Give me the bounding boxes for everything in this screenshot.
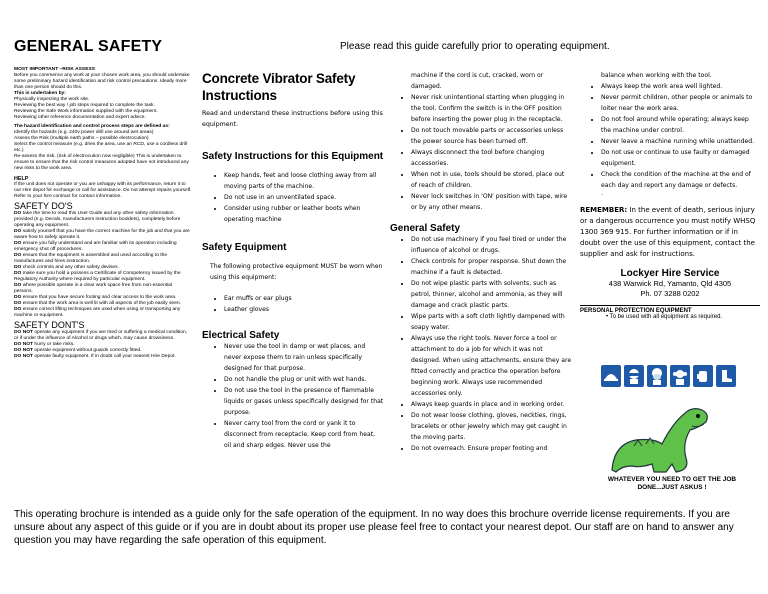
company-name: Lockyer Hire Service (620, 268, 720, 279)
list-item: • Do not overreach. Ensure proper footing and (411, 443, 572, 454)
help-text-2: Refer to your hire contract for contact information. (14, 194, 122, 199)
general-safety-heading: General Safety (390, 223, 461, 234)
list-item: • Do not use or continue to use faulty or damaged equipment. (601, 147, 760, 169)
do-item: DO ensure that the equipment is assembled and used according to the manufactures and hires instruction. (14, 253, 168, 264)
hazard-step: Re-assess the risk. (risk of electrocution now negligible) This is undertaken to ensure to ensure that the risk control measures adopted have not introduced any new risks to the work area. (14, 154, 189, 171)
do-item: DO ensure correct lifting techniques are used when using or transporting any machine or equipment. (14, 307, 181, 318)
step-item: Reviewing the Safe Work information supplied with the equipment. (14, 109, 158, 114)
list-item: • Consider using rubber or leather boots when operating machine (224, 203, 384, 225)
list-item: • Check controls for proper response. Shut down the machine if a fault is detected. (411, 256, 572, 278)
risk-intro: Before you commence any work at your chosen work area, you should undertake some preliminary hazard identification and risk control precautions. Ideally more than one person should do this. (14, 73, 190, 90)
do-item: DO take the time to read this User Guide and any other safety information provided (e.g. Decals, manufacturers instruction booklets), completely before operating any equipment. (14, 211, 181, 228)
general-list-cont (580, 81, 760, 191)
brochure-intro: Read and understand these instructions before using this equipment. (202, 110, 383, 128)
trailing-dot: . (601, 190, 603, 197)
gloves-icon (693, 365, 713, 387)
list-item: • Always keep the work area well lighted. (601, 81, 760, 92)
list-item: • Never carry tool from the cord or yank it to disconnect from receptacle. Keep cord from heat, oil and sharp edges. Never use the (224, 418, 384, 451)
read-notice: Please read this guide carefully prior to operating equipment. (340, 41, 610, 52)
ppe-heading: PERSONAL PROTECTION EQUIPMENT (580, 308, 692, 314)
footer-disclaimer: This operating brochure is intended as a guide only for the safe operation of the equipment. In no way does this brochure override license requirements. If you are unsure about any aspect of this guide or if you are in doubt about its proper use please feel free to contact your nearest depot. Our staff are on hand to answer any question you may have regarding the safe operation of this equipment. (14, 509, 734, 546)
list-item: • Wipe parts with a soft cloth lightly dampened with soapy water. (411, 311, 572, 333)
electrical-list-cont (390, 92, 572, 213)
list-item: • Do not wear loose clothing, gloves, neckties, rings, bracelets or other jewelry which may get caught in the moving parts. (411, 410, 572, 443)
list-item: • Leather gloves (224, 304, 384, 315)
equipment-intro: The following protective equipment MUST be worn when using this equipment: (210, 263, 383, 281)
do-item: DO satisfy yourself that you have the correct machine for the job and that you are aware how to safely operate it. (14, 229, 190, 240)
list-item: • Never permit children, other people or animals to loiter near the work area. (601, 92, 760, 114)
risk-heading: MOST IMPORTANT –RISK ASSESS (14, 67, 95, 72)
list-item: • Do not use in an unventilated space. (224, 192, 384, 203)
list-item: • When not in use, tools should be stored, place out of reach of children. (411, 169, 572, 191)
list-item: • Always disconnect the tool before changing accessories. (411, 147, 572, 169)
do-item: DO check controls and any other safety devises. (14, 265, 119, 270)
list-item: • Do not fool around while operating; always keep the machine under control. (601, 114, 760, 136)
safety-list (202, 170, 384, 225)
hazard-heading: The hazard identification and control process steps are defined as: (14, 124, 170, 129)
help-text: If the unit does not operate or you are unhappy with its performance, return it to our Hire depot for exchange or call for assistance. Do not attempt repairs yourself. (14, 182, 192, 193)
do-item: DO ensure you fully understand and are familiar with its operation including emergency shut off procedures. (14, 241, 177, 252)
list-item: • Do not use machinery if you feel tired or under the influence of alcohol or drugs. (411, 234, 572, 256)
ppe-subtitle: • To be used with all equipment as required. (606, 314, 723, 320)
list-item: • Keep hands, feet and loose clothing away from all moving parts of the machine. (224, 170, 384, 192)
list-item: • Do not wipe plastic parts with solvents, such as petrol, thinner, alcohol and ammonia, as they will damage and crack plastic parts. (411, 278, 572, 311)
list-item: • Do not touch movable parts or accessories unless the power source has been turned off. (411, 125, 572, 147)
list-item: • Always use the right tools. Never force a tool or attachment to do a job for which it was not designed. When using attachments, ensure they are fitted correctly and practice the operation before beginning work. Always use recommended accessories only. (411, 333, 572, 399)
company-phone: Ph. 07 3288 0202 (640, 289, 700, 298)
remember-note: REMEMBER: In the event of death, serious injury or a dangerous occurrence you must notify WHSQ 1300 369 915. For further information or if in doubt over the use of this equipment, contact the supplier and ask for instructions. (580, 206, 756, 258)
step-item: Reviewing other reference documentation and expert advice. (14, 115, 146, 120)
list-item: • Check the condition of the machine at the end of each day and report any damage or defects. (601, 169, 760, 191)
list-item: • Always keep guards in place and in working order. (411, 399, 572, 410)
dinosaur-mascot-icon (594, 394, 744, 481)
list-item: • Do not handle the plug or unit with wet hands. (224, 374, 384, 385)
company-address: 438 Warwick Rd, Yamanto, Qld 4305 (608, 279, 732, 288)
donts-heading: SAFETY DONT'S (14, 320, 85, 330)
undertaken-label: This is undertaken by: (14, 91, 66, 96)
do-item: DO ensure that you have secure footing and clear access to the work area. (14, 295, 177, 300)
list-item: • Never leave a machine running while unattended. (601, 136, 760, 147)
electrical-list (202, 341, 384, 451)
hazard-step: Identify the hazards (e.g. 240v power drill use around wet areas) (14, 130, 154, 135)
general-list (390, 234, 572, 454)
hazard-step: Assess the Risk (multiple earth paths – possible electrocution) (14, 136, 149, 141)
continued-text: balance when working with the tool. (601, 72, 712, 79)
list-item: • Never use the tool in damp or wet places, and never expose them to rain unless specifically designed for that purpose. (224, 341, 384, 374)
vibrator-column (202, 70, 384, 451)
dont-item: DO NOT operate equipment without guards correctly fitted. (14, 348, 142, 353)
safety-instructions-heading: Safety Instructions for this Equipment (202, 151, 384, 162)
helmet-icon (601, 365, 621, 387)
remember-column (580, 70, 760, 320)
list-item: • Do not use the tool in the presence of flammable liquids or gases unless specifically designed for that purpose. (224, 385, 384, 418)
hazard-step: Select the control measure (e.g. dries the area, use an RCD, use a cordless drill etc.) (14, 142, 188, 153)
equipment-list (202, 293, 384, 315)
electrical-safety-heading: Electrical Safety (202, 330, 280, 341)
boots-icon (716, 365, 736, 387)
dont-item: DO NOT hurry or take risks. (14, 342, 75, 347)
page-title: GENERAL SAFETY (14, 38, 163, 55)
continued-text: machine if the cord is cut, cracked, worn or damaged. (411, 72, 544, 90)
do-item: DO ensure that the work area is well lit with all aspects of the job easily seen. (14, 301, 181, 306)
mask-icon (647, 365, 667, 387)
dont-item: DO NOT operate faulty equipment. If in doubt call your nearest Hire Depot. (14, 354, 176, 359)
risk-column (14, 67, 192, 360)
step-item: Physically inspecting the work site. (14, 97, 90, 102)
goggles-icon (624, 365, 644, 387)
general-column (390, 70, 572, 454)
brochure-title: Concrete Vibrator Safety Instructions (202, 71, 356, 103)
do-item: DO where possible operate in a clear work space free from non-essential persons. (14, 283, 172, 294)
dos-heading: SAFETY DO'S (14, 201, 73, 211)
ear-muffs-icon (670, 365, 690, 387)
list-item: • Never risk unintentional starting when plugging in the tool. Confirm the switch is in the OFF position before inserting the power plug in the receptacle. (411, 92, 572, 125)
help-heading: HELP (14, 176, 29, 182)
do-item: DO make sure you hold a possess a Certificate of Competency issued by the Regulatory Authority where required by particular equipment. (14, 271, 181, 282)
dont-item: DO NOT operate any equipment if you are tired or suffering a medical condition, or if under the influence of Alcohol or drugs which, may cause drowsiness. (14, 330, 188, 341)
list-item: • Never lock switches in 'ON' position with tape, wire or by any other means. (411, 191, 572, 213)
step-item: Reviewing the best way / job steps required to complete the task. (14, 103, 155, 108)
list-item: • Ear muffs or ear plugs (224, 293, 384, 304)
safety-equipment-heading: Safety Equipment (202, 242, 287, 253)
slogan: WHATEVER YOU NEED TO GET THE JOB DONE...JUST ASKUS ! (607, 476, 737, 491)
